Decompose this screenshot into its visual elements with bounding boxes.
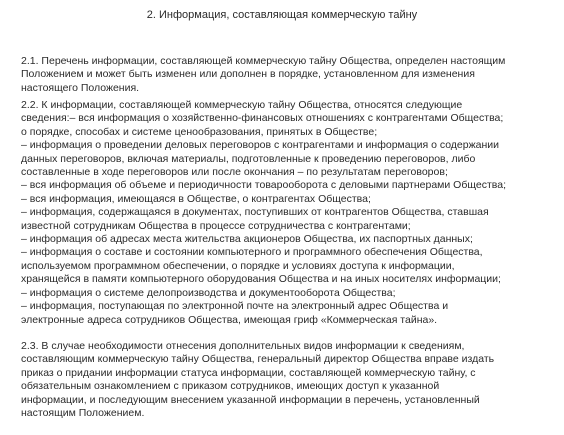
text-line: – информация, поступающая по электронной почте на электронный адрес Общества и <box>21 300 449 313</box>
text-line: приказ о придании информации статуса информации, составляющей коммерческую тайну, с <box>21 366 476 379</box>
text-line: составляющим коммерческую тайну Общества, генеральный директор Общества вправе издать <box>21 353 495 366</box>
text-line: составленные в ходе переговоров или после окончания – по результатам переговоров; <box>21 166 448 179</box>
text-line: – информация о проведении деловых переговоров с контрагентами и информация о содержании <box>21 139 500 152</box>
paragraph-2-3 <box>21 340 546 420</box>
text-line: – вся информация об объеме и периодичности товарооборота с деловыми партнерами Общества; <box>21 179 506 192</box>
text-line: хранящейся в памяти компьютерного оборудования Общества и на иных носителях информации; <box>21 273 501 286</box>
paragraph-2-1 <box>21 55 546 95</box>
text-line: – информация об адресах места жительства акционеров Общества, их паспортных данных; <box>21 233 473 246</box>
text-line: – информация о системе делопроизводства и документооборота Общества; <box>21 286 396 299</box>
text-line: настоящего Положения. <box>21 81 140 94</box>
text-line: используемом программном обеспечении, о порядке и условиях доступа к информации, <box>21 259 455 272</box>
text-line: настоящим Положением. <box>21 407 145 420</box>
text-line: о порядке, способах и системе ценообразования, принятых в Обществе; <box>21 125 378 138</box>
text-line: – информация, содержащаяся в документах, поступивших от контрагентов Общества, ставшая <box>21 206 489 219</box>
text-line: – вся информация, имеющаяся в Обществе, о контрагентах Общества; <box>21 192 371 205</box>
text-line: электронные адреса сотрудников Общества, имеющая гриф «Коммерческая тайна». <box>21 313 438 326</box>
section-heading: 2. Информация, составляющая коммерческую тайну <box>146 9 418 21</box>
text-line: – информация о составе и состоянии компьютерного и программного обеспечения Общества, <box>21 246 483 259</box>
text-line: 2.2. К информации, составляющей коммерческую тайну Общества, относятся следующие <box>21 99 463 111</box>
text-line: 2.3. В случае необходимости отнесения дополнительных видов информации к сведениям, <box>21 340 465 352</box>
text-line: сведения:– вся информация о хозяйственно-финансовых отношениях с контрагентами Общества; <box>21 112 504 125</box>
text-line: известной сотрудникам Общества в процессе сотрудничества с контрагентами; <box>21 219 411 232</box>
text-line: обязательным ознакомлением с приказом сотрудников, имеющих доступ к указанной <box>21 380 440 393</box>
text-line: Положением и может быть изменен или дополнен в порядке, установленном для изменения <box>21 68 475 81</box>
paragraph-2-2 <box>21 99 546 327</box>
text-line: 2.1. Перечень информации, составляющей коммерческую тайну Общества, определен настоящим <box>21 55 506 67</box>
text-line: информации, и последующим внесением указанной информации в перечень, установленный <box>21 393 480 406</box>
text-line: данных переговоров, включая материалы, подготовленные к проведению переговоров, либо <box>21 152 476 165</box>
